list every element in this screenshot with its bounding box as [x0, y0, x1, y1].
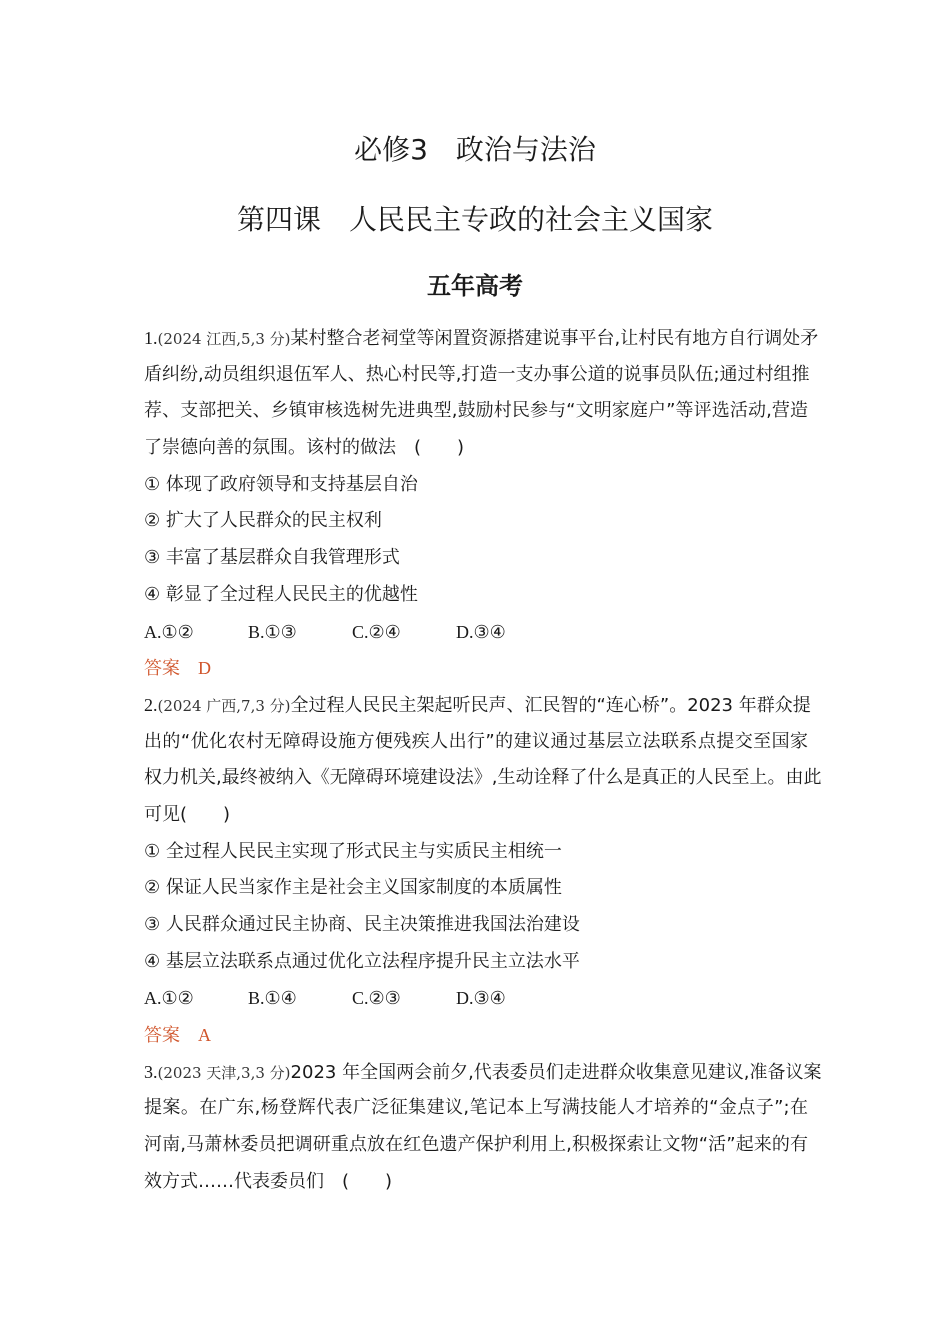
statement-item: ④ 基层立法联系点通过优化立法程序提升民主立法水平 [144, 950, 580, 972]
answer-value: D [198, 658, 211, 679]
question-number: 3. [144, 1061, 158, 1082]
option-b: B.①③ [248, 621, 297, 642]
question-list [144, 320, 822, 1201]
option-c: C.②③ [352, 988, 401, 1009]
question-stem-line [144, 1054, 822, 1091]
lesson-title: 第四课 人民民主专政的社会主义国家 [236, 203, 713, 236]
answer-line [144, 650, 808, 687]
answer-options [144, 980, 808, 1017]
question-number: 1. [144, 328, 158, 348]
question-stem-line: 荐、支部把关、乡镇审核选树先进典型,鼓励村民参与“文明家庭户”等评选活动,营造 [144, 400, 808, 422]
option-a: A.①② [144, 621, 194, 642]
option-d: D.③④ [456, 988, 506, 1009]
statement-item: ② 保证人民当家作主是社会主义国家制度的本质属性 [144, 877, 562, 899]
statement-item: ④ 彰显了全过程人民民主的优越性 [144, 583, 418, 605]
question-stem-line: 可见( ) [144, 803, 231, 825]
section-title: 五年高考 [427, 272, 523, 300]
answer-label: 答案 [144, 658, 180, 680]
option-b: B.①④ [248, 988, 297, 1009]
question-stem-line: 了崇德向善的氛围。该村的做法 ( ) [144, 437, 465, 459]
question-3 [144, 1054, 822, 1201]
question-source: (2024 江西,5,3 分) [157, 330, 291, 348]
question-stem-line: 效方式……代表委员们 ( ) [144, 1170, 393, 1192]
question-2 [144, 687, 822, 1054]
question-source: (2023 天津,3,3 分) [157, 1063, 291, 1082]
question-stem-line: 盾纠纷,动员组织退伍军人、热心村民等,打造一支办事公道的说事员队伍;通过村组推 [144, 363, 810, 385]
question-stem-line [144, 320, 819, 357]
statement-item: ① 体现了政府领导和支持基层自治 [144, 473, 418, 495]
question-source: (2024 广西,7,3 分) [157, 696, 291, 715]
statement-item: ② 扩大了人民群众的民主权利 [144, 510, 382, 532]
question-text: 全过程人民民主架起听民声、汇民智的“连心桥”。2023 年群众提 [290, 694, 811, 716]
statement-item: ① 全过程人民民主实现了形式民主与实质民主相统一 [144, 840, 562, 862]
question-text: 某村整合老祠堂等闲置资源搭建说事平台,让村民有地方自行调处矛 [290, 328, 819, 349]
answer-value: A [198, 1025, 211, 1046]
question-stem-line: 提案。在广东,杨登辉代表广泛征集建议,笔记本上写满技能人才培养的“金点子”;在 [144, 1097, 808, 1119]
question-text: 2023 年全国两会前夕,代表委员们走进群众收集意见建议,准备议案 [290, 1061, 822, 1083]
question-number: 2. [144, 694, 158, 715]
statement-item: ③ 人民群众通过民主协商、民主决策推进我国法治建设 [144, 914, 580, 935]
option-c: C.②④ [352, 621, 401, 642]
question-stem-line [144, 687, 811, 724]
answer-label: 答案 [144, 1025, 180, 1047]
option-d: D.③④ [456, 621, 506, 642]
question-stem-line: 河南,马萧林委员把调研重点放在红色遗产保护利用上,积极探索让文物“活”起来的有 [144, 1134, 808, 1156]
textbook-title: 必修3 政治与法治 [354, 133, 596, 166]
answer-options [144, 614, 808, 651]
answer-line [144, 1017, 808, 1054]
question-1 [144, 320, 819, 687]
question-stem-line: 权力机关,最终被纳入《无障碍环境建设法》,生动诠释了什么是真正的人民至上。由此 [144, 767, 822, 789]
option-a: A.①② [144, 988, 194, 1009]
statement-item: ③ 丰富了基层群众自我管理形式 [144, 547, 400, 569]
question-stem-line: 出的“优化农村无障碍设施方便残疾人出行”的建议通过基层立法联系点提交至国家 [144, 730, 808, 752]
